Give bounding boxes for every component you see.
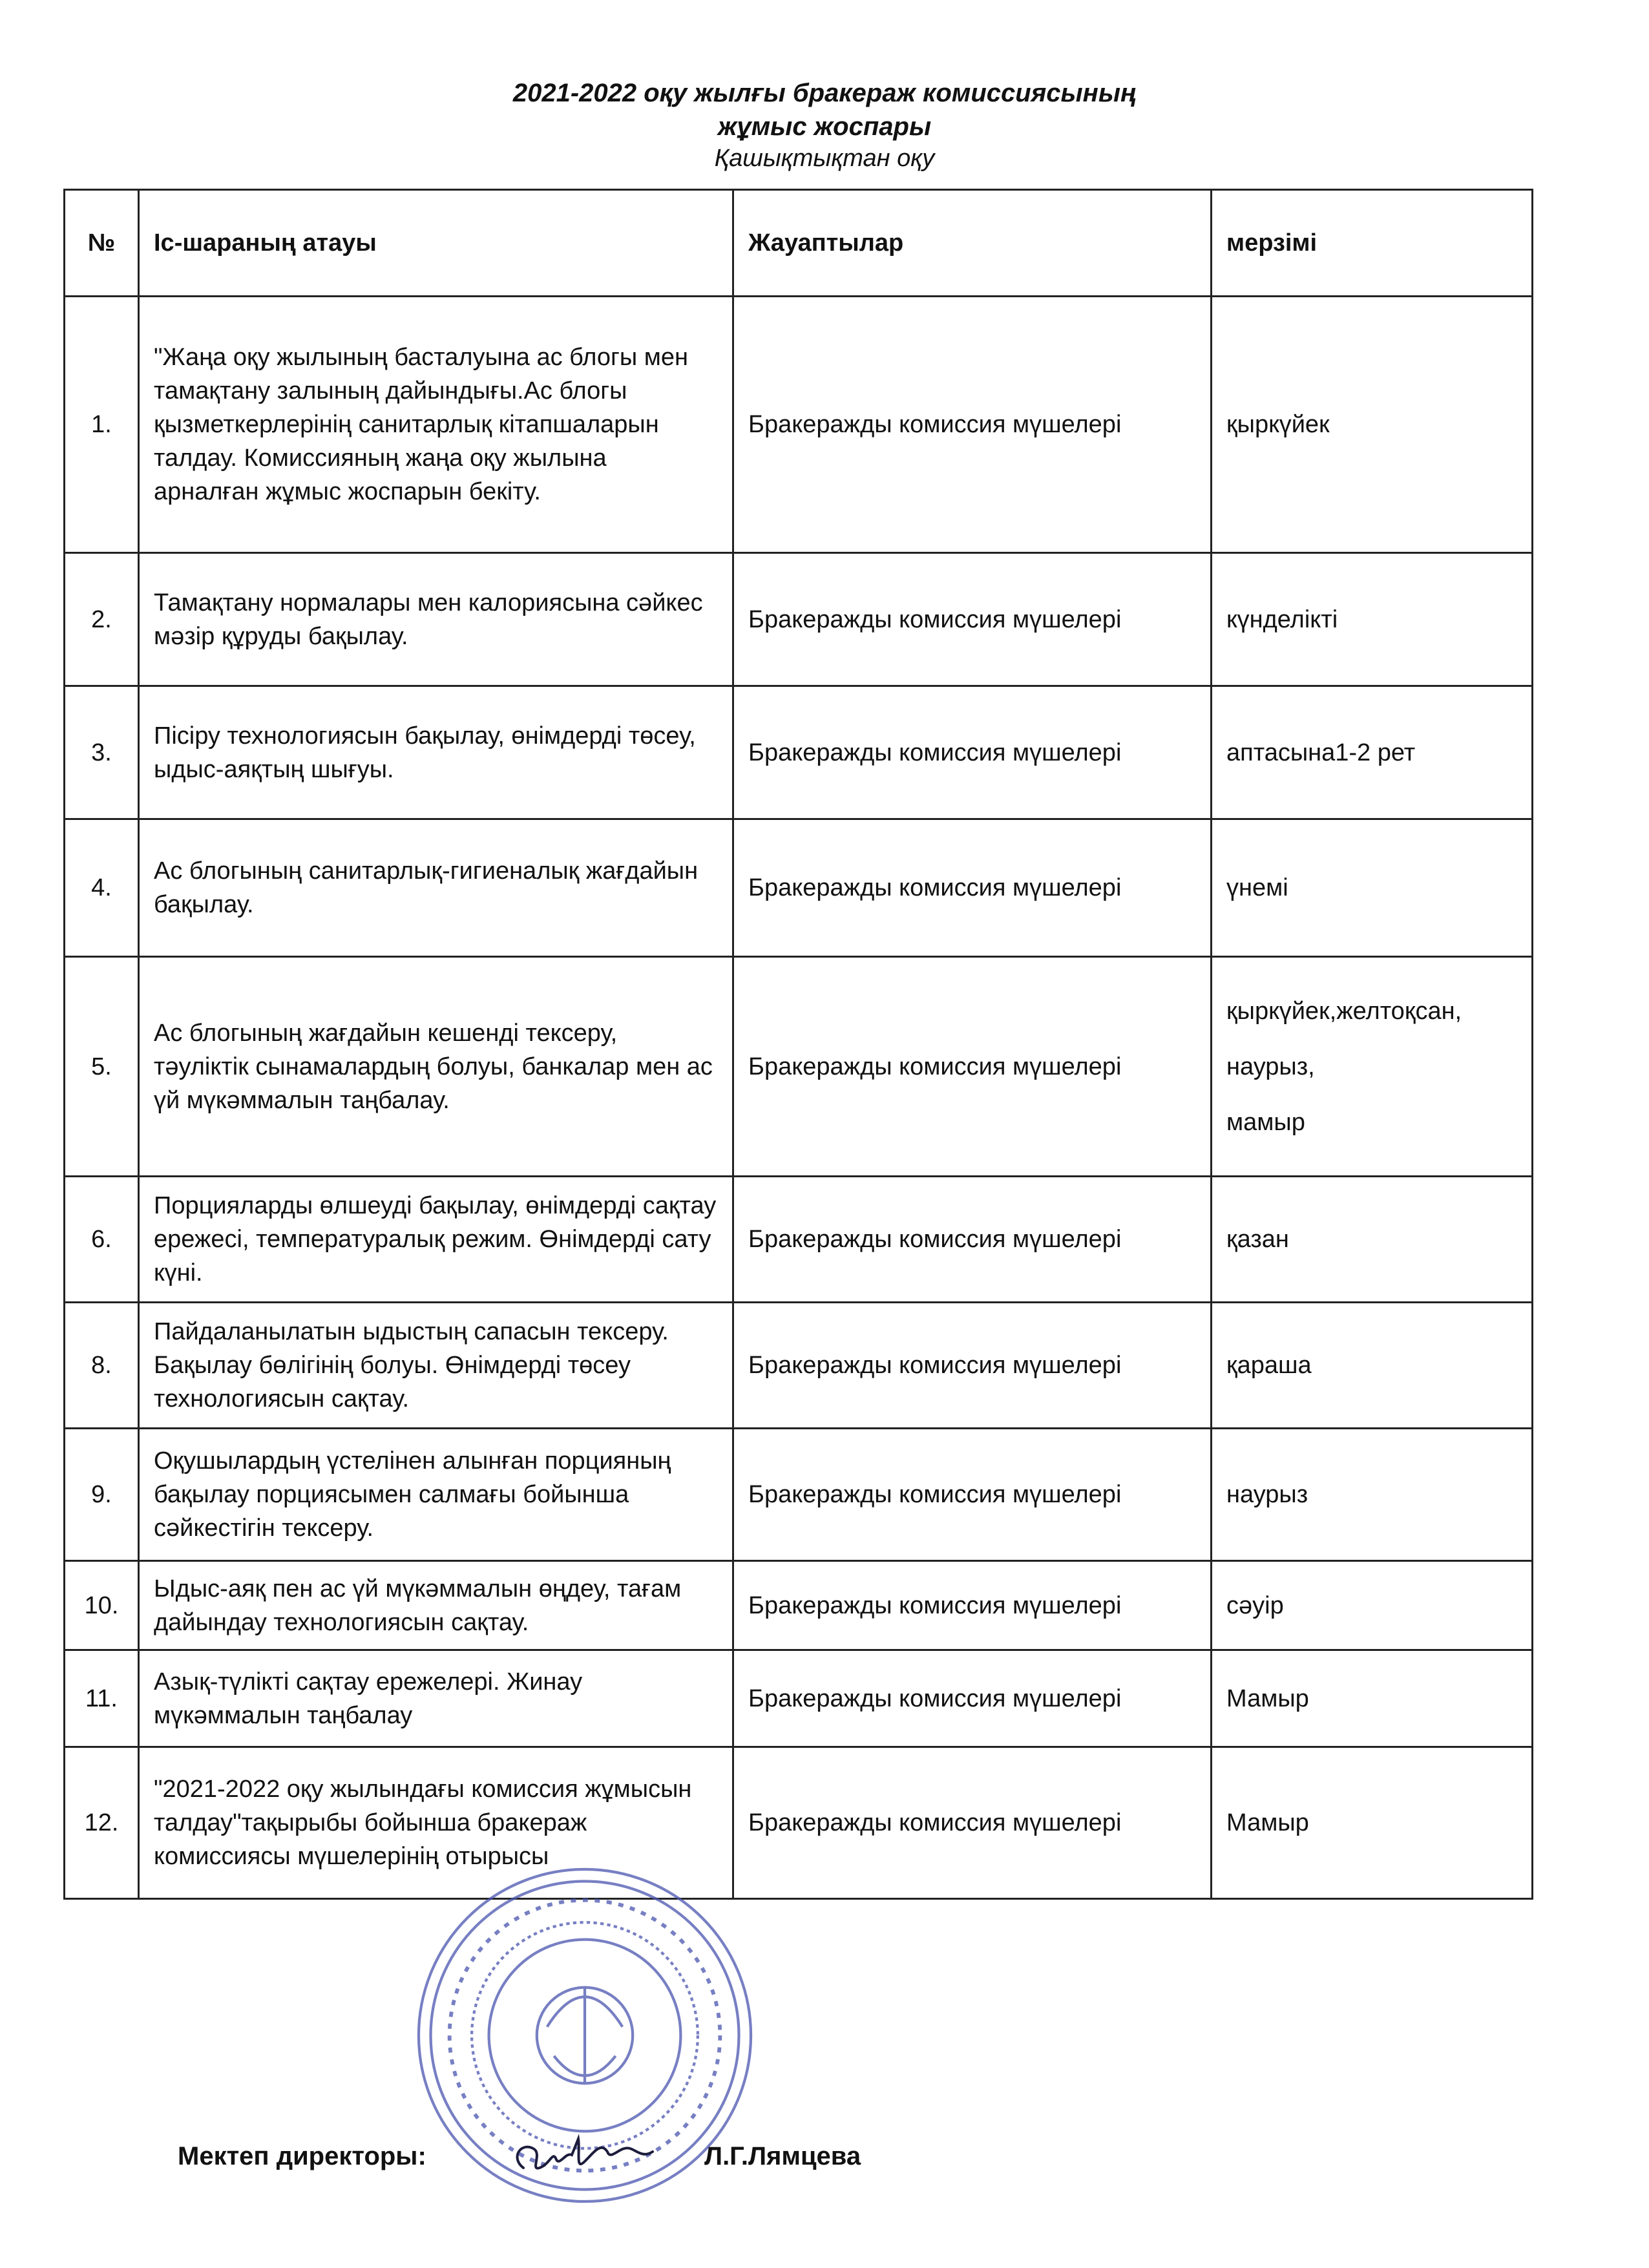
row-deadline-line: мамыр [1226,1108,1305,1136]
table-row [65,1650,1533,1747]
row-deadline: күнделікті [1212,553,1533,686]
row-number: 4. [65,819,139,957]
row-activity-name: Ыдыс-аяқ пен ас үй мүкәммалын өңдеу, тағам дайындау технологиясын сақтау. [139,1561,733,1650]
column-header-deadline: мерзімі [1212,190,1533,297]
row-responsible: Бракеражды комиссия мүшелері [733,553,1212,686]
row-activity-name: "Жаңа оқу жылының басталуына ас блогы мен тамақтану залының дайындығы.Ас блогы қызметкерлерінің санитарлық кітапшаларын талдау. Комиссияның жаңа оқу жылына арналған жұмыс жоспарын бекіту. [139,297,733,553]
director-label: Мектеп директоры: [178,2142,426,2170]
row-responsible: Бракеражды комиссия мүшелері [733,1303,1212,1429]
document-subtitle: Қашықтықтан оқу [714,145,935,172]
row-activity-name: Порцияларды өлшеуді бақылау, өнімдерді сақтау ережесі, температуралық режим. Өнімдерді сату күні. [139,1177,733,1303]
director-name: Л.Г.Лямцева [704,2142,861,2170]
table-row [65,686,1533,819]
table-row [65,553,1533,686]
row-activity-name: Тамақтану нормалары мен калориясына сәйкес мәзір құруды бақылау. [139,553,733,686]
row-number: 3. [65,686,139,819]
row-activity-name: Ас блогының санитарлық-гигиеналық жағдайын бақылау. [139,819,733,957]
row-deadline: үнемі [1212,819,1533,957]
row-deadline: қараша [1212,1303,1533,1429]
row-number: 8. [65,1303,139,1429]
column-header-name: Іс-шараның атауы [139,190,733,297]
row-deadline: аптасына1-2 рет [1212,686,1533,819]
row-activity-name: Оқушылардың үстелінен алынған порцияның бақылау порциясымен салмағы бойынша сәйкестігін тексеру. [139,1429,733,1561]
table-row [65,1747,1533,1899]
table-header-row [65,190,1533,297]
row-responsible: Бракеражды комиссия мүшелері [733,1429,1212,1561]
table-row [65,297,1533,553]
row-number: 9. [65,1429,139,1561]
work-plan-table [63,189,1533,1900]
row-responsible: Бракеражды комиссия мүшелері [733,686,1212,819]
document-title-line-2: жұмыс жоспары [717,112,932,141]
row-deadline: сәуір [1212,1561,1533,1650]
table-row [65,957,1533,1177]
row-activity-name: "2021-2022 оқу жылындағы комиссия жұмысын талдау"тақырыбы бойынша бракераж комиссиясы мүшелерінің отырысы [139,1747,733,1899]
row-responsible: Бракеражды комиссия мүшелері [733,1177,1212,1303]
signature-block [0,2142,1649,2181]
row-activity-name: Азық-түлікті сақтау ережелері. Жинау мүкәммалын таңбалау [139,1650,733,1747]
document-title-line-1: 2021-2022 оқу жылғы бракераж комиссиясының [512,79,1137,107]
row-responsible: Бракеражды комиссия мүшелері [733,957,1212,1177]
row-deadline: Мамыр [1212,1650,1533,1747]
document-header [0,76,1649,173]
row-number: 1. [65,297,139,553]
row-deadline-line: наурыз, [1226,1053,1315,1080]
row-responsible: Бракеражды комиссия мүшелері [733,1747,1212,1899]
row-deadline-line: қыркүйек,желтоқсан, [1226,997,1462,1025]
table-row [65,819,1533,957]
row-activity-name: Ас блогының жағдайын кешенді тексеру, тәуліктік сынамалардың болуы, банкалар мен ас үй мүкәммалын таңбалау. [139,957,733,1177]
row-number: 2. [65,553,139,686]
column-header-responsible: Жауаптылар [733,190,1212,297]
row-responsible: Бракеражды комиссия мүшелері [733,819,1212,957]
row-deadline: қыркүйек [1212,297,1533,553]
table-row [65,1429,1533,1561]
row-number: 12. [65,1747,139,1899]
table-row [65,1177,1533,1303]
row-deadline: наурыз [1212,1429,1533,1561]
row-activity-name: Пайдаланылатын ыдыстың сапасын тексеру. Бақылау бөлігінің болуы. Өнімдерді төсеу технологиясын сақтау. [139,1303,733,1429]
row-deadline [1212,957,1533,1177]
row-number: 6. [65,1177,139,1303]
row-number: 11. [65,1650,139,1747]
row-deadline: қазан [1212,1177,1533,1303]
row-responsible: Бракеражды комиссия мүшелері [733,1650,1212,1747]
row-responsible: Бракеражды комиссия мүшелері [733,1561,1212,1650]
row-deadline: Мамыр [1212,1747,1533,1899]
row-number: 10. [65,1561,139,1650]
column-header-number: № [65,190,139,297]
table-row [65,1303,1533,1429]
table-row [65,1561,1533,1650]
row-number: 5. [65,957,139,1177]
row-activity-name: Пісіру технологиясын бақылау, өнімдерді төсеу, ыдыс-аяқтың шығуы. [139,686,733,819]
row-responsible: Бракеражды комиссия мүшелері [733,297,1212,553]
